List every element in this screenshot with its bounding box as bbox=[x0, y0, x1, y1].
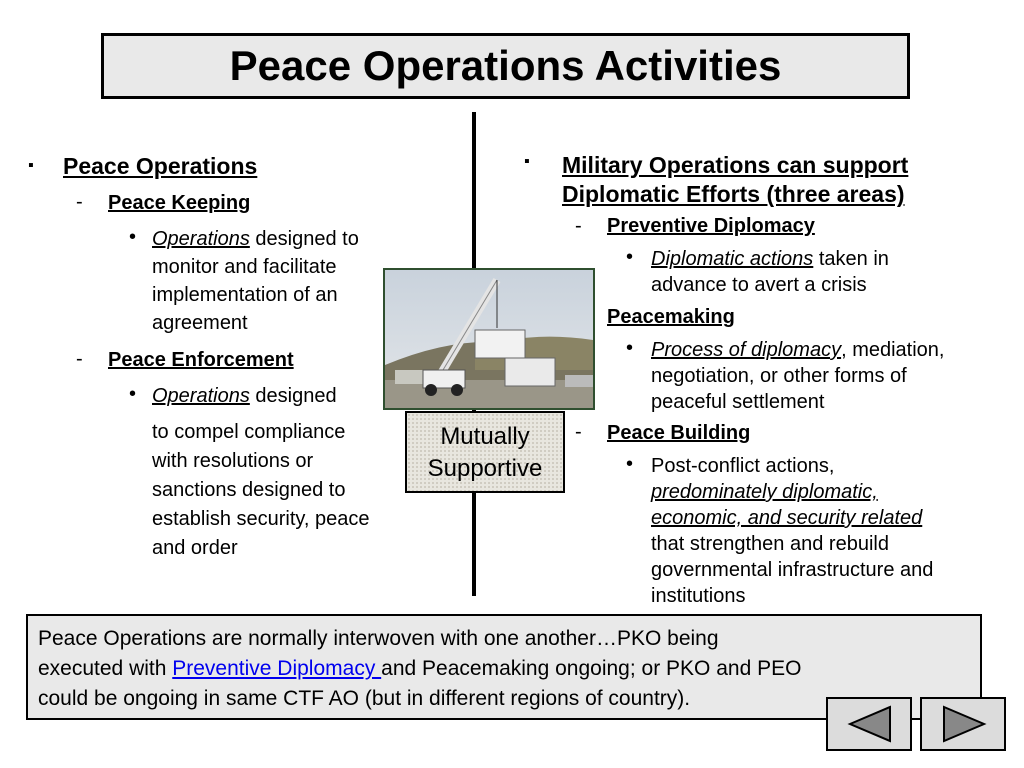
text-span: sanctions designed to bbox=[152, 479, 346, 501]
dot-bullet: • bbox=[626, 337, 634, 359]
text-span: governmental infrastructure and bbox=[651, 559, 934, 581]
dash-bullet: - bbox=[76, 191, 83, 213]
left-heading: Peace Operations bbox=[63, 153, 258, 179]
title-box bbox=[101, 33, 910, 99]
text-span: , mediation, bbox=[841, 339, 945, 361]
preventive-desc bbox=[651, 246, 889, 298]
triangle-right-icon bbox=[922, 699, 1004, 749]
next-slide-button[interactable] bbox=[920, 697, 1006, 751]
text-span: and Peacemaking ongoing; or PKO and PEO bbox=[381, 657, 802, 680]
peacemaking-label: Peacemaking bbox=[607, 306, 735, 328]
text-span: implementation of an bbox=[152, 284, 338, 306]
text-span: Post-conflict actions, bbox=[651, 455, 835, 477]
peace-enforcement-desc-2 bbox=[152, 418, 370, 563]
text-span: Military Operations can support bbox=[562, 152, 909, 178]
peace-keeping-desc bbox=[152, 225, 359, 337]
peace-building-label: Peace Building bbox=[607, 422, 751, 444]
text-span: establish security, peace bbox=[152, 508, 370, 530]
text-span: that strengthen and rebuild bbox=[651, 533, 889, 555]
peacemaking-desc bbox=[651, 337, 944, 415]
preventive-em: Diplomatic actions bbox=[651, 248, 814, 270]
peace-enforcement-desc-1 bbox=[152, 382, 337, 410]
peace-enforcement-label: Peace Enforcement bbox=[108, 349, 294, 371]
text-span: designed to bbox=[249, 228, 359, 250]
peace-building-desc bbox=[651, 453, 933, 609]
dot-bullet: • bbox=[129, 226, 137, 248]
text-span: to compel compliance bbox=[152, 421, 346, 443]
text-span: with resolutions or bbox=[152, 450, 314, 472]
crane-photo bbox=[383, 268, 595, 410]
text-span: executed with bbox=[38, 657, 173, 680]
crane-lifting-container-image bbox=[385, 270, 593, 408]
peace-building-em-2: economic, and security related bbox=[651, 507, 923, 529]
mutual-line-2: Supportive bbox=[427, 455, 543, 482]
peace-enforcement-em: Operations bbox=[152, 385, 250, 407]
dot-bullet: • bbox=[129, 383, 137, 405]
text-span: taken in bbox=[813, 248, 889, 270]
preventive-diplomacy-label: Preventive Diplomacy bbox=[607, 215, 815, 237]
preventive-diplomacy-link[interactable]: Preventive Diplomacy bbox=[172, 657, 382, 680]
right-heading bbox=[562, 151, 908, 209]
peace-keeping-em: Operations bbox=[152, 228, 250, 250]
text-span: Peace Operations are normally interwoven with one another…PKO being bbox=[38, 627, 719, 650]
square-bullet-icon: ▪ bbox=[524, 153, 530, 170]
dot-bullet: • bbox=[626, 246, 634, 268]
dash-bullet: - bbox=[575, 421, 582, 443]
text-span: agreement bbox=[152, 312, 248, 334]
dash-bullet: - bbox=[575, 215, 582, 237]
dash-bullet: - bbox=[76, 348, 83, 370]
text-span: monitor and facilitate bbox=[152, 256, 337, 278]
text-span: designed bbox=[249, 385, 337, 407]
mutual-line-1: Mutually bbox=[440, 423, 530, 450]
dot-bullet: • bbox=[626, 453, 634, 475]
peacemaking-em: Process of diplomacy bbox=[651, 339, 842, 361]
peace-building-em-1: predominately diplomatic, bbox=[651, 481, 878, 503]
mutually-supportive-box bbox=[405, 411, 565, 493]
text-span: negotiation, or other forms of bbox=[651, 365, 907, 387]
previous-slide-button[interactable] bbox=[826, 697, 912, 751]
page-title: Peace Operations Activities bbox=[229, 42, 782, 89]
text-span: institutions bbox=[651, 585, 746, 607]
peace-keeping-label: Peace Keeping bbox=[108, 192, 251, 214]
text-span: could be ongoing in same CTF AO (but in different regions of country). bbox=[38, 687, 691, 710]
text-span: Diplomatic Efforts (three areas) bbox=[562, 181, 905, 207]
text-span: and order bbox=[152, 537, 238, 559]
text-span: peaceful settlement bbox=[651, 391, 825, 413]
text-span: advance to avert a crisis bbox=[651, 274, 867, 296]
square-bullet-icon: ▪ bbox=[28, 157, 34, 174]
triangle-left-icon bbox=[828, 699, 910, 749]
